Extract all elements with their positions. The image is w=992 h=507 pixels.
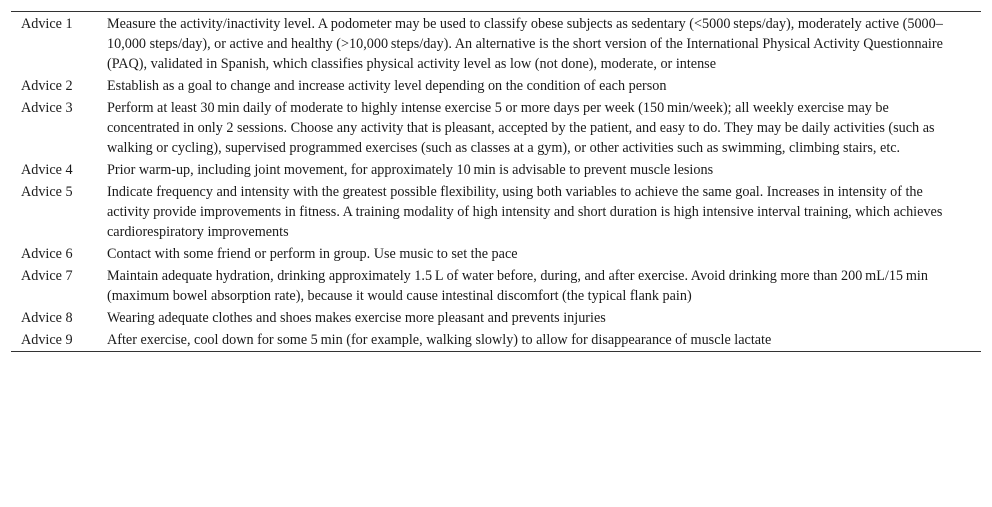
advice-text: Perform at least 30 min daily of moderate to highly intense exercise 5 or more days per week (150 min/week); all weekly exercise may be concentrated in only 2 sessions. Choose any activity that is pleasant, accepted by the patient, and easy to do. They may be daily activities (such as walking or cycling), supervised programmed exercises (such as classes at a gym), or other activities such as swimming, climbing stairs, etc. xyxy=(107,100,935,156)
advice-label: Advice 3 xyxy=(21,100,73,116)
advice-table xyxy=(11,11,981,352)
advice-label: Advice 5 xyxy=(21,184,73,200)
advice-label: Advice 4 xyxy=(21,162,73,178)
advice-text: Establish as a goal to change and increase activity level depending on the condition of each person xyxy=(107,78,667,94)
advice-label: Advice 9 xyxy=(21,332,73,348)
advice-text: Prior warm-up, including joint movement, for approximately 10 min is advisable to prevent muscle lesions xyxy=(107,162,714,178)
table-row xyxy=(11,265,981,307)
advice-label: Advice 1 xyxy=(21,16,73,32)
advice-label: Advice 7 xyxy=(21,268,73,284)
advice-text: Measure the activity/inactivity level. A podometer may be used to classify obese subjects as sedentary (<5000 steps/day), moderately active (5000–10,000 steps/day), or active and healthy (>10,000 steps/day). An alternative is the short version of the International Physical Activity Questionnaire (PAQ), validated in Spanish, which classifies physical activity level as low (not done), moderate, or intense xyxy=(107,16,943,72)
table-row xyxy=(11,181,981,243)
advice-label: Advice 2 xyxy=(21,78,73,94)
table-row xyxy=(11,307,981,329)
table-row xyxy=(11,159,981,181)
advice-text: Indicate frequency and intensity with the greatest possible flexibility, using both variables to achieve the same goal. Increases in intensity of the activity provide improvements in fitness. A training modality of high intensity and short duration is high intensive interval training, which achieves cardiorespiratory improvements xyxy=(107,184,943,240)
advice-text: Maintain adequate hydration, drinking approximately 1.5 L of water before, during, and after exercise. Avoid drinking more than 200 mL/15 min (maximum bowel absorption rate), because it would cause intestinal discomfort (the typical flank pain) xyxy=(107,268,928,304)
table-row xyxy=(11,75,981,97)
table-row xyxy=(11,12,981,75)
table-row xyxy=(11,97,981,159)
table-row xyxy=(11,329,981,351)
table-row xyxy=(11,243,981,265)
advice-text: Wearing adequate clothes and shoes makes exercise more pleasant and prevents injuries xyxy=(107,310,606,326)
advice-label: Advice 6 xyxy=(21,246,73,262)
advice-text: Contact with some friend or perform in group. Use music to set the pace xyxy=(107,246,518,262)
advice-table-grid xyxy=(11,12,981,351)
advice-label: Advice 8 xyxy=(21,310,73,326)
advice-text: After exercise, cool down for some 5 min (for example, walking slowly) to allow for disappearance of muscle lactate xyxy=(107,332,772,348)
